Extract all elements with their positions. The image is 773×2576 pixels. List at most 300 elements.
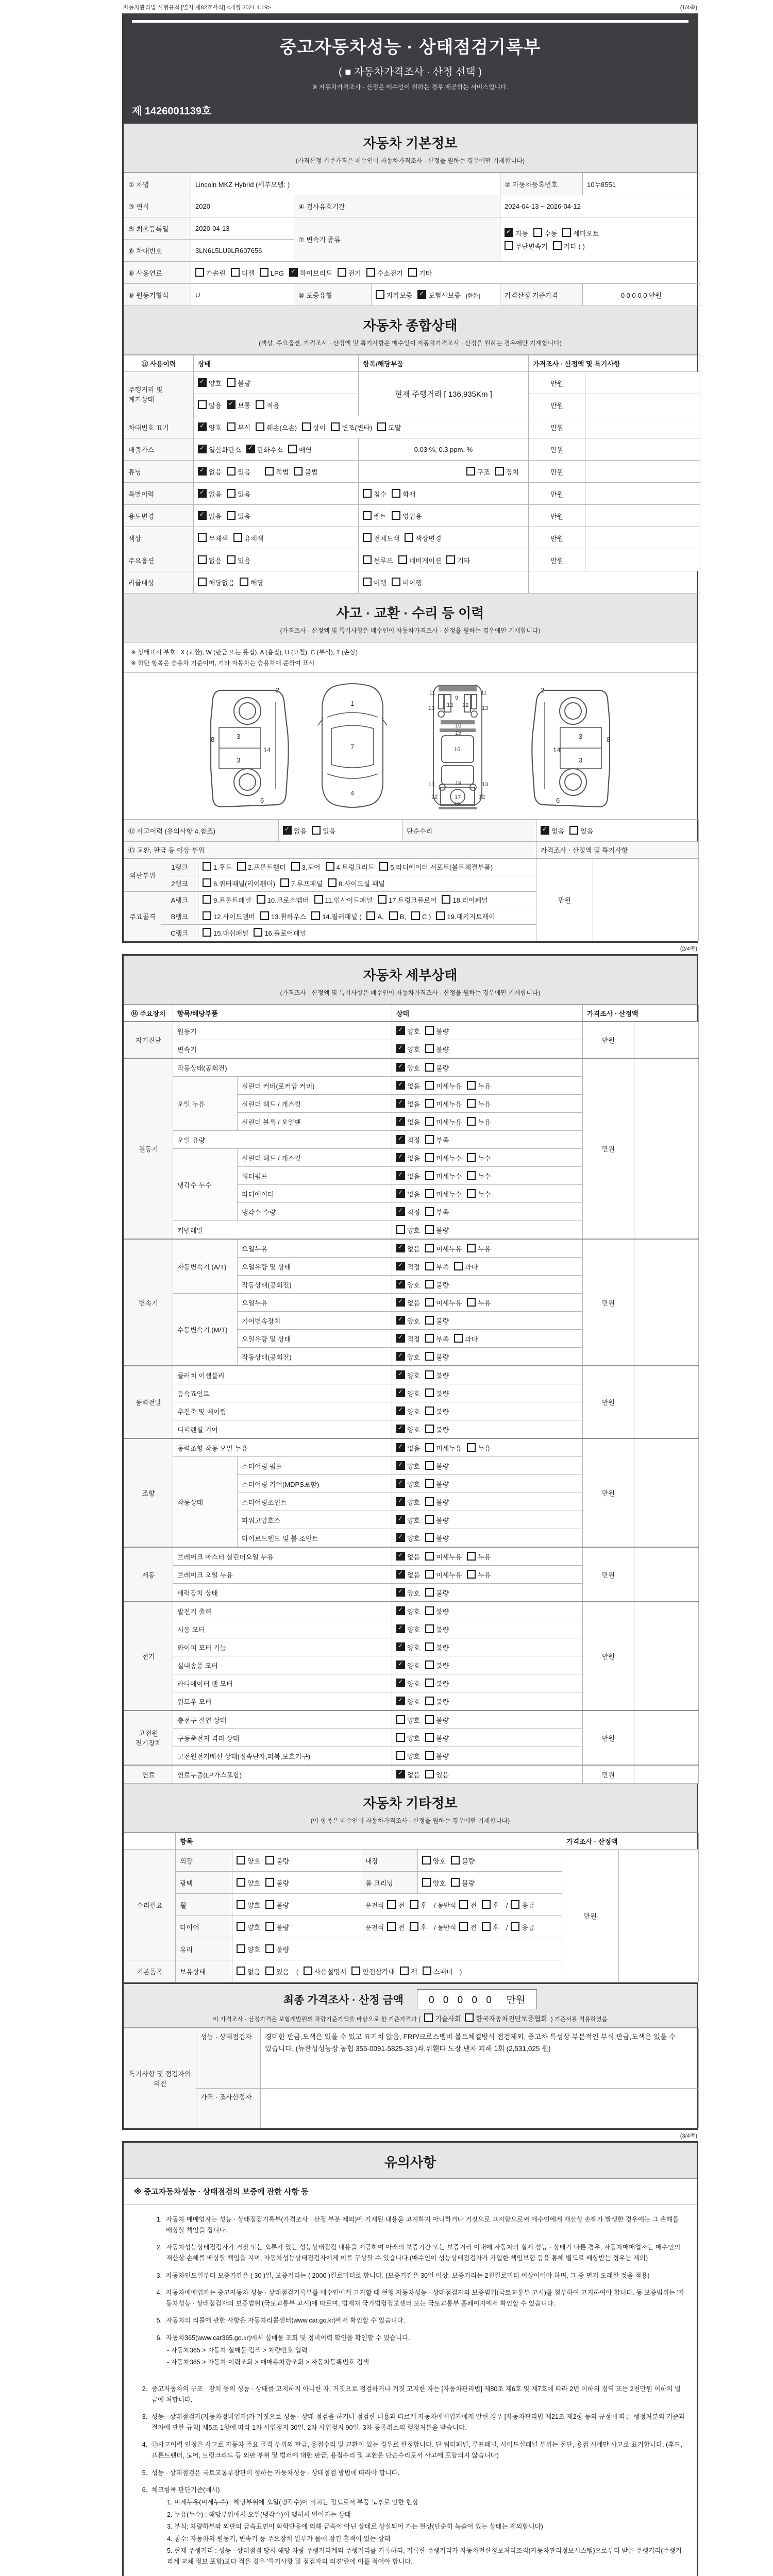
wheel-options[interactable]: [237, 1902, 294, 1909]
checkbox-checked-icon[interactable]: [396, 1461, 405, 1470]
checkbox-checked-icon[interactable]: [396, 1189, 405, 1198]
usage-options-1[interactable]: [198, 513, 256, 520]
checkbox-checked-icon[interactable]: [396, 1244, 405, 1252]
checkbox-option[interactable]: [198, 378, 222, 388]
checkbox-icon[interactable]: [482, 1900, 491, 1909]
simple-repair-options[interactable]: [541, 827, 598, 835]
checkbox-icon[interactable]: [425, 1497, 434, 1506]
status-options[interactable]: [392, 1493, 583, 1511]
checkbox-icon[interactable]: [237, 862, 246, 871]
checkbox-option[interactable]: [265, 1944, 289, 1954]
checkbox-option[interactable]: [257, 895, 309, 905]
holding-items-options[interactable]: [304, 1968, 458, 1976]
checkbox-icon[interactable]: [256, 422, 264, 431]
checkbox-option[interactable]: [304, 1967, 347, 1976]
room-cleaning-options[interactable]: [422, 1879, 480, 1887]
checkbox-option[interactable]: [451, 1856, 475, 1866]
checkbox-option[interactable]: [396, 1026, 420, 1036]
checkbox-option[interactable]: [396, 1751, 420, 1761]
checkbox-icon[interactable]: [366, 268, 375, 277]
checkbox-icon[interactable]: [363, 555, 372, 564]
checkbox-option[interactable]: [467, 1298, 491, 1308]
checkbox-icon[interactable]: [203, 895, 211, 904]
checkbox-option[interactable]: [533, 228, 557, 238]
checkbox-option[interactable]: [425, 1406, 449, 1416]
checkbox-checked-icon[interactable]: [396, 1388, 405, 1397]
glass-options[interactable]: [237, 1946, 294, 1954]
checkbox-option[interactable]: [240, 578, 263, 587]
checkbox-checked-icon[interactable]: [396, 1280, 405, 1289]
checkbox-option[interactable]: [467, 1570, 491, 1580]
checkbox-icon[interactable]: [392, 578, 400, 586]
status-options[interactable]: [392, 1729, 583, 1747]
checkbox-option[interactable]: [459, 1922, 477, 1932]
checkbox-option[interactable]: [283, 826, 307, 836]
checkbox-icon[interactable]: [467, 1117, 476, 1126]
checkbox-option[interactable]: [260, 911, 306, 921]
status-options[interactable]: [392, 1438, 583, 1457]
checkbox-option[interactable]: [425, 1370, 449, 1380]
checkbox-option[interactable]: [396, 1515, 420, 1525]
checkbox-icon[interactable]: [398, 555, 407, 564]
checkbox-icon[interactable]: [511, 1900, 519, 1909]
checkbox-icon[interactable]: [227, 422, 236, 431]
checkbox-icon[interactable]: [425, 1479, 434, 1488]
transmission-options-row1[interactable]: [505, 230, 604, 238]
checkbox-option[interactable]: [425, 1298, 462, 1308]
status-options[interactable]: [392, 1113, 583, 1131]
checkbox-option[interactable]: [198, 422, 222, 432]
checkbox-option[interactable]: [396, 1660, 420, 1670]
checkbox-icon[interactable]: [311, 911, 320, 920]
checkbox-option[interactable]: [442, 895, 488, 905]
checkbox-option[interactable]: [233, 533, 264, 543]
checkbox-icon[interactable]: [237, 1944, 245, 1953]
checkbox-icon[interactable]: [363, 533, 372, 542]
checkbox-option[interactable]: [396, 1497, 420, 1507]
checkbox-icon[interactable]: [495, 467, 504, 476]
status-options[interactable]: [392, 1095, 583, 1113]
checkbox-option[interactable]: [425, 1316, 449, 1326]
tire-driver-options[interactable]: [387, 1924, 432, 1931]
checkbox-option[interactable]: [505, 241, 548, 251]
exterior-options[interactable]: [237, 1857, 294, 1865]
checkbox-option[interactable]: [254, 928, 306, 938]
checkbox-option[interactable]: [495, 467, 519, 477]
checkbox-icon[interactable]: [425, 1262, 434, 1270]
checkbox-option[interactable]: [425, 1044, 449, 1054]
checkbox-checked-icon[interactable]: [396, 1624, 405, 1633]
checkbox-checked-icon[interactable]: [396, 1406, 405, 1415]
checkbox-option[interactable]: [396, 1280, 420, 1290]
checkbox-icon[interactable]: [425, 1316, 434, 1325]
checkbox-option[interactable]: [396, 1479, 420, 1489]
checkbox-option[interactable]: [425, 1733, 449, 1743]
checkbox-icon[interactable]: [482, 1922, 491, 1931]
checkbox-option[interactable]: [425, 1280, 449, 1290]
checkbox-icon[interactable]: [446, 555, 455, 564]
checkbox-option[interactable]: [511, 1900, 534, 1910]
checkbox-option[interactable]: [351, 1967, 395, 1976]
checkbox-option[interactable]: [410, 1922, 427, 1932]
checkbox-option[interactable]: [425, 1552, 462, 1562]
checkbox-checked-icon[interactable]: [396, 1063, 405, 1072]
main-option-options-2[interactable]: [363, 557, 476, 565]
checkbox-checked-icon[interactable]: [396, 1207, 405, 1216]
status-options[interactable]: [392, 1765, 583, 1784]
checkbox-option[interactable]: [400, 1967, 417, 1976]
checkbox-icon[interactable]: [425, 1081, 434, 1090]
checkbox-option[interactable]: [425, 1588, 449, 1598]
checkbox-checked-icon[interactable]: [198, 489, 207, 498]
checkbox-checked-icon[interactable]: [541, 826, 549, 835]
checkbox-option[interactable]: [396, 1099, 420, 1109]
checkbox-option[interactable]: [405, 533, 441, 543]
checkbox-option[interactable]: [378, 895, 436, 905]
usage-options-2[interactable]: [363, 513, 427, 520]
checkbox-option[interactable]: [425, 1751, 449, 1761]
checkbox-icon[interactable]: [425, 1352, 434, 1361]
checkbox-option[interactable]: [396, 1606, 420, 1616]
tuning-options-3[interactable]: [466, 468, 524, 476]
checkbox-option[interactable]: [422, 1878, 446, 1888]
checkbox-icon[interactable]: [425, 1280, 434, 1289]
checkbox-option[interactable]: [425, 1570, 462, 1580]
holding-options[interactable]: [237, 1968, 294, 1976]
checkbox-option[interactable]: [227, 378, 250, 388]
checkbox-option[interactable]: [454, 1262, 478, 1272]
checkbox-icon[interactable]: [410, 1922, 418, 1931]
checkbox-option[interactable]: [467, 1117, 491, 1127]
checkbox-option[interactable]: [425, 1425, 449, 1434]
checkbox-option[interactable]: [396, 1552, 420, 1562]
checkbox-icon[interactable]: [233, 533, 242, 542]
checkbox-option[interactable]: [396, 1715, 420, 1725]
checkbox-option[interactable]: [425, 1497, 449, 1507]
checkbox-icon[interactable]: [389, 911, 398, 920]
checkbox-option[interactable]: [425, 1479, 449, 1489]
checkbox-icon[interactable]: [425, 1715, 434, 1724]
checkbox-icon[interactable]: [423, 1967, 431, 1975]
checkbox-option[interactable]: [396, 1262, 420, 1272]
checkbox-icon[interactable]: [363, 578, 372, 586]
checkbox-option[interactable]: [256, 400, 279, 410]
status-options[interactable]: [392, 1602, 583, 1620]
checkbox-icon[interactable]: [454, 1262, 463, 1270]
checkbox-option[interactable]: [425, 1388, 449, 1398]
checkbox-icon[interactable]: [400, 1967, 409, 1975]
checkbox-checked-icon[interactable]: [246, 445, 255, 453]
status-options[interactable]: [392, 1584, 583, 1602]
checkbox-option[interactable]: [289, 268, 332, 278]
checkbox-icon[interactable]: [466, 467, 475, 476]
checkbox-icon[interactable]: [392, 489, 400, 498]
recall-options-2[interactable]: [363, 579, 427, 587]
checkbox-icon[interactable]: [256, 400, 264, 409]
checkbox-icon[interactable]: [425, 1171, 434, 1180]
checkbox-icon[interactable]: [328, 878, 337, 887]
checkbox-icon[interactable]: [425, 1225, 434, 1234]
checkbox-option[interactable]: [422, 1856, 446, 1866]
tire-emergency-option[interactable]: [511, 1924, 540, 1931]
status-options[interactable]: [392, 1511, 583, 1529]
checkbox-checked-icon[interactable]: [396, 1352, 405, 1361]
checkbox-option[interactable]: [396, 1733, 420, 1743]
checkbox-option[interactable]: [425, 1063, 449, 1073]
checkbox-icon[interactable]: [442, 895, 450, 904]
checkbox-option[interactable]: [237, 1944, 260, 1954]
checkbox-icon[interactable]: [505, 241, 513, 250]
checkbox-option[interactable]: [265, 1856, 289, 1866]
rankA-items[interactable]: [203, 896, 493, 904]
status-options[interactable]: [392, 1457, 583, 1475]
checkbox-option[interactable]: [389, 911, 406, 921]
checkbox-icon[interactable]: [467, 1153, 476, 1162]
checkbox-option[interactable]: [396, 1189, 420, 1199]
checkbox-checked-icon[interactable]: [198, 511, 207, 520]
checkbox-option[interactable]: [396, 1443, 420, 1453]
checkbox-checked-icon[interactable]: [396, 1588, 405, 1597]
interior-options[interactable]: [422, 1857, 480, 1865]
checkbox-option[interactable]: [411, 911, 431, 921]
status-options[interactable]: [392, 1221, 583, 1240]
checkbox-icon[interactable]: [425, 1135, 434, 1144]
checkbox-icon[interactable]: [425, 1189, 434, 1198]
checkbox-option[interactable]: [425, 1697, 449, 1706]
status-options[interactable]: [392, 1258, 583, 1276]
status-options[interactable]: [392, 1566, 583, 1584]
checkbox-option[interactable]: [280, 878, 323, 888]
checkbox-option[interactable]: [410, 1900, 427, 1910]
checkbox-option[interactable]: [227, 400, 250, 410]
checkbox-icon[interactable]: [227, 555, 236, 564]
checkbox-icon[interactable]: [265, 1878, 274, 1887]
checkbox-option[interactable]: [425, 1099, 462, 1109]
status-options[interactable]: [392, 1330, 583, 1348]
checkbox-option[interactable]: [396, 1533, 420, 1543]
status-options[interactable]: [392, 1276, 583, 1294]
checkbox-option[interactable]: [425, 1606, 449, 1616]
accident-history-options[interactable]: [283, 827, 341, 835]
checkbox-icon[interactable]: [363, 511, 372, 520]
checkbox-icon[interactable]: [425, 1044, 434, 1053]
status-options[interactable]: [392, 1022, 583, 1040]
checkbox-icon[interactable]: [467, 1570, 476, 1579]
checkbox-option[interactable]: [425, 1533, 449, 1543]
checkbox-checked-icon[interactable]: [396, 1425, 405, 1433]
checkbox-icon[interactable]: [467, 1099, 476, 1108]
color-options-2[interactable]: [363, 535, 446, 543]
checkbox-icon[interactable]: [203, 862, 211, 871]
status-options[interactable]: [392, 1420, 583, 1439]
checkbox-checked-icon[interactable]: [396, 1770, 405, 1778]
checkbox-option[interactable]: [396, 1406, 420, 1416]
checkbox-icon[interactable]: [425, 1207, 434, 1216]
checkbox-icon[interactable]: [425, 1244, 434, 1252]
checkbox-option[interactable]: [198, 578, 234, 587]
status-options[interactable]: [392, 1312, 583, 1330]
status-options[interactable]: [392, 1402, 583, 1420]
transmission-options-row2[interactable]: [505, 243, 590, 250]
checkbox-icon[interactable]: [425, 1588, 434, 1597]
checkbox-option[interactable]: [398, 555, 442, 565]
checkbox-icon[interactable]: [467, 1443, 476, 1452]
checkbox-option[interactable]: [237, 862, 286, 872]
checkbox-icon[interactable]: [254, 928, 262, 937]
checkbox-icon[interactable]: [465, 2013, 474, 2022]
checkbox-checked-icon[interactable]: [198, 422, 207, 431]
checkbox-option[interactable]: [203, 862, 232, 872]
checkbox-icon[interactable]: [265, 1922, 274, 1931]
checkbox-icon[interactable]: [304, 1967, 312, 1975]
checkbox-option[interactable]: [396, 1624, 420, 1634]
checkbox-icon[interactable]: [467, 1081, 476, 1090]
checkbox-icon[interactable]: [314, 895, 323, 904]
checkbox-option[interactable]: [396, 1334, 420, 1344]
checkbox-option[interactable]: [396, 1063, 420, 1073]
color-options-1[interactable]: [198, 535, 268, 543]
checkbox-icon[interactable]: [363, 489, 372, 498]
checkbox-checked-icon[interactable]: [289, 268, 298, 277]
checkbox-option[interactable]: [203, 911, 255, 921]
status-options[interactable]: [392, 1747, 583, 1766]
checkbox-icon[interactable]: [396, 1751, 405, 1760]
checkbox-option[interactable]: [237, 1856, 260, 1866]
checkbox-icon[interactable]: [227, 378, 236, 387]
checkbox-icon[interactable]: [265, 1856, 274, 1865]
status-options[interactable]: [392, 1239, 583, 1258]
checkbox-option[interactable]: [425, 1352, 449, 1362]
checkbox-icon[interactable]: [424, 2013, 433, 2022]
checkbox-option[interactable]: [466, 467, 490, 477]
checkbox-icon[interactable]: [425, 1406, 434, 1415]
status-options[interactable]: [392, 1692, 583, 1711]
checkbox-icon[interactable]: [405, 533, 413, 542]
checkbox-option[interactable]: [198, 533, 228, 543]
checkbox-option[interactable]: [396, 1588, 420, 1598]
checkbox-checked-icon[interactable]: [396, 1515, 405, 1524]
checkbox-option[interactable]: [467, 1244, 491, 1253]
rankB-items[interactable]: [203, 913, 500, 921]
checkbox-option[interactable]: [338, 268, 361, 278]
checkbox-checked-icon[interactable]: [396, 1443, 405, 1452]
checkbox-option[interactable]: [237, 1878, 260, 1888]
checkbox-icon[interactable]: [294, 467, 303, 476]
status-options[interactable]: [392, 1203, 583, 1221]
checkbox-icon[interactable]: [533, 228, 542, 237]
checkbox-icon[interactable]: [203, 911, 211, 920]
tire-passenger-options[interactable]: [459, 1924, 504, 1931]
checkbox-icon[interactable]: [396, 1715, 405, 1724]
checkbox-checked-icon[interactable]: [283, 826, 292, 835]
checkbox-icon[interactable]: [378, 895, 386, 904]
checkbox-icon[interactable]: [203, 878, 211, 887]
final-note-options[interactable]: [422, 2016, 549, 2023]
status-options[interactable]: [392, 1077, 583, 1095]
checkbox-checked-icon[interactable]: [227, 400, 236, 409]
checkbox-option[interactable]: [425, 1081, 462, 1091]
checkbox-option[interactable]: [231, 268, 255, 278]
checkbox-icon[interactable]: [231, 268, 240, 277]
checkbox-option[interactable]: [408, 268, 432, 278]
checkbox-checked-icon[interactable]: [198, 378, 207, 387]
checkbox-icon[interactable]: [425, 1679, 434, 1687]
checkbox-icon[interactable]: [459, 1900, 468, 1909]
checkbox-option[interactable]: [396, 1225, 420, 1235]
fuel-options[interactable]: [195, 269, 437, 277]
checkbox-checked-icon[interactable]: [396, 1679, 405, 1687]
checkbox-icon[interactable]: [237, 1878, 245, 1887]
checkbox-icon[interactable]: [425, 1751, 434, 1760]
checkbox-option[interactable]: [425, 1624, 449, 1634]
checkbox-checked-icon[interactable]: [396, 1697, 405, 1705]
checkbox-option[interactable]: [425, 1153, 462, 1163]
checkbox-icon[interactable]: [411, 911, 420, 920]
checkbox-option[interactable]: [396, 1370, 420, 1380]
checkbox-option[interactable]: [396, 1642, 420, 1652]
checkbox-option[interactable]: [396, 1770, 420, 1780]
checkbox-checked-icon[interactable]: [198, 467, 207, 476]
wheel-driver-options[interactable]: [387, 1902, 432, 1909]
checkbox-checked-icon[interactable]: [396, 1570, 405, 1579]
checkbox-option[interactable]: [396, 1679, 420, 1688]
checkbox-option[interactable]: [291, 862, 321, 872]
status-options[interactable]: [392, 1149, 583, 1167]
wheel-passenger-options[interactable]: [459, 1902, 504, 1909]
checkbox-icon[interactable]: [425, 1570, 434, 1579]
status-options[interactable]: [392, 1547, 583, 1566]
checkbox-option[interactable]: [396, 1425, 420, 1434]
checkbox-checked-icon[interactable]: [396, 1479, 405, 1488]
checkbox-option[interactable]: [396, 1570, 420, 1580]
checkbox-option[interactable]: [227, 511, 250, 521]
checkbox-icon[interactable]: [562, 228, 571, 237]
checkbox-checked-icon[interactable]: [396, 1642, 405, 1651]
checkbox-icon[interactable]: [467, 1298, 476, 1307]
rank2-items[interactable]: [203, 880, 390, 888]
checkbox-option[interactable]: [425, 1189, 462, 1199]
checkbox-option[interactable]: [425, 1026, 449, 1036]
checkbox-icon[interactable]: [425, 1334, 434, 1343]
checkbox-option[interactable]: [227, 467, 250, 477]
checkbox-option[interactable]: [396, 1697, 420, 1706]
status-options[interactable]: [392, 1058, 583, 1077]
checkbox-option[interactable]: [562, 228, 599, 238]
checkbox-option[interactable]: [425, 1225, 449, 1235]
checkbox-icon[interactable]: [436, 911, 445, 920]
warranty-options[interactable]: [376, 292, 466, 299]
checkbox-checked-icon[interactable]: [396, 1135, 405, 1144]
checkbox-icon[interactable]: [240, 578, 248, 586]
checkbox-icon[interactable]: [195, 268, 204, 277]
checkbox-option[interactable]: [423, 1967, 453, 1976]
checkbox-option[interactable]: [396, 1153, 420, 1163]
checkbox-icon[interactable]: [569, 826, 578, 835]
checkbox-option[interactable]: [396, 1081, 420, 1091]
checkbox-icon[interactable]: [366, 911, 375, 920]
checkbox-option[interactable]: [265, 1922, 289, 1932]
checkbox-option[interactable]: [198, 489, 222, 499]
checkbox-option[interactable]: [265, 1878, 289, 1888]
checkbox-icon[interactable]: [410, 1900, 418, 1909]
checkbox-icon[interactable]: [425, 1624, 434, 1633]
checkbox-option[interactable]: [265, 467, 289, 477]
tuning-options-2[interactable]: [265, 468, 323, 476]
checkbox-option[interactable]: [425, 1770, 449, 1780]
checkbox-icon[interactable]: [237, 1900, 245, 1909]
checkbox-checked-icon[interactable]: [396, 1660, 405, 1669]
checkbox-option[interactable]: [396, 1135, 420, 1145]
